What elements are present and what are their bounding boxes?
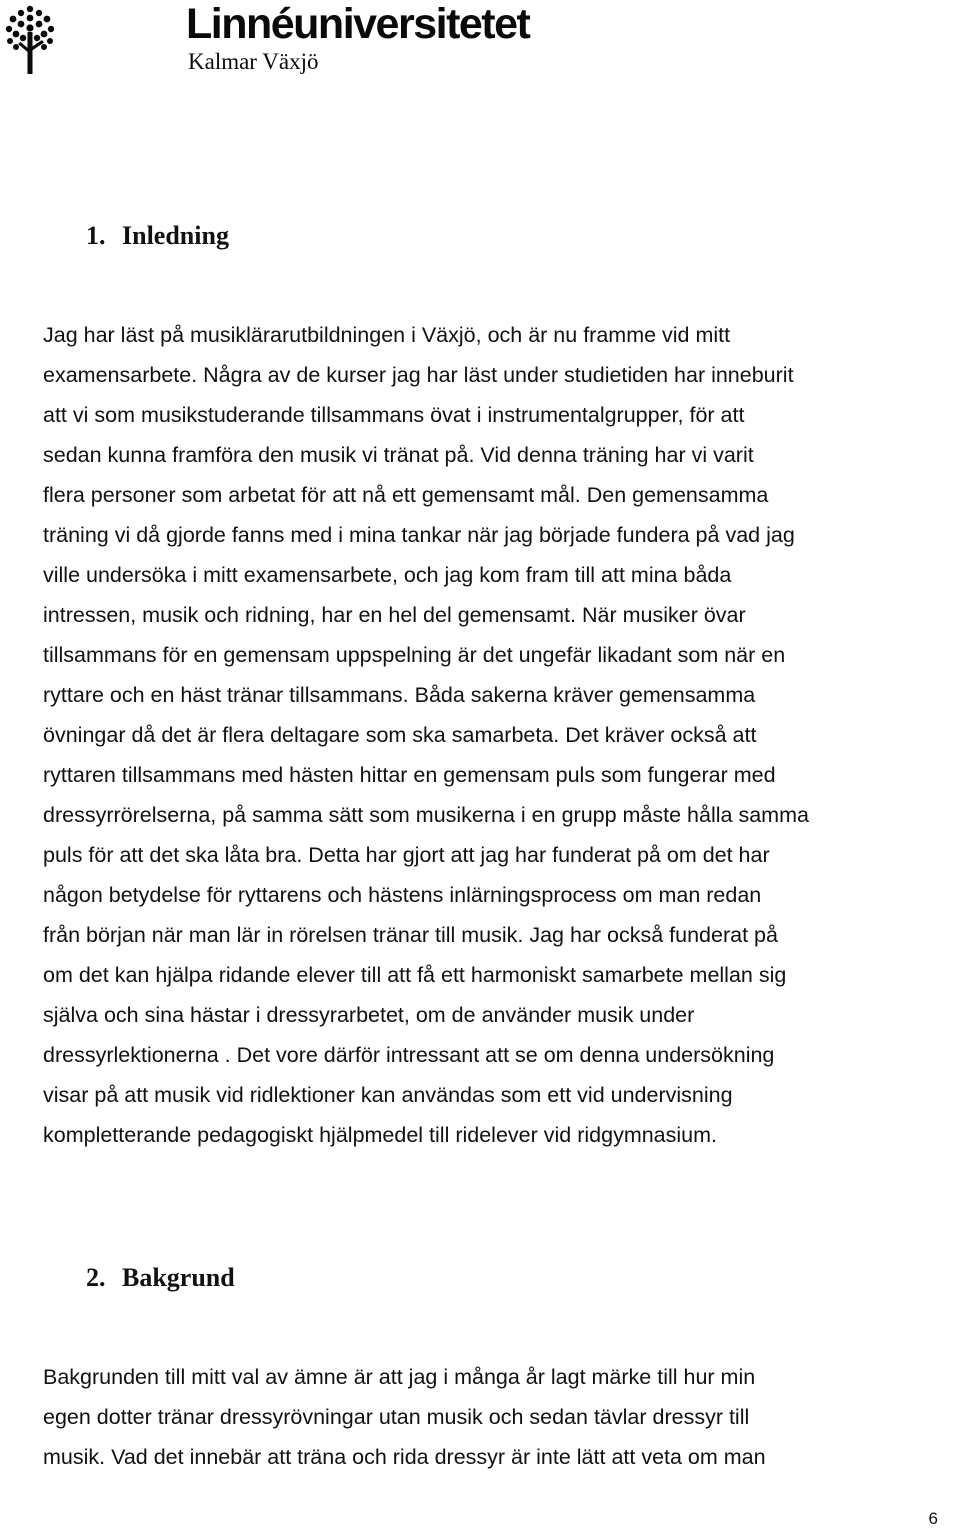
text-line: dressyrrörelserna, på samma sätt som musikerna i en grupp måste hålla samma [43,803,809,827]
text-line: ryttaren tillsammans med hästen hittar en gemensam puls som fungerar med [43,763,776,787]
section-number: 1. [86,221,106,250]
text-line: kompletterande pedagogiskt hjälpmedel till ridelever vid ridgymnasium. [43,1123,718,1147]
text-line: puls för att det ska låta bra. Detta har gjort att jag har funderat på om det har [43,843,770,867]
text-line: intressen, musik och ridning, har en hel del gemensamt. När musiker övar [43,603,746,627]
text-line: någon betydelse för ryttarens och hästens inlärningsprocess om man redan [43,883,762,907]
page-number: 6 [928,1509,938,1528]
section-heading-bakgrund [86,1263,235,1293]
text-line: musik. Vad det innebär att träna och rida dressyr är inte lätt att veta om man [43,1445,766,1469]
text-line: Bakgrunden till mitt val av ämne är att jag i många år lagt märke till hur min [43,1365,756,1389]
text-line: flera personer som arbetat för att nå ett gemensamt mål. Den gemensamma [43,483,769,507]
text-line: egen dotter tränar dressyrövningar utan musik och sedan tävlar dressyr till [43,1405,750,1429]
text-line: ville undersöka i mitt examensarbete, och jag kom fram till att mina båda [43,563,732,587]
text-line: träning vi då gjorde fanns med i mina tankar när jag började fundera på vad jag [43,523,795,547]
section-title: Inledning [122,221,229,250]
university-logo-icon [4,4,56,76]
text-line: själva och sina hästar i dressyrarbetet, om de använder musik under [43,1003,695,1027]
section-number: 2. [86,1263,106,1292]
section-body-inledning [43,315,955,1155]
text-line: dressyrlektionerna . Det vore därför intressant att se om denna undersökning [43,1043,775,1067]
text-line: Jag har läst på musiklärarutbildningen i Växjö, och är nu framme vid mitt [43,323,731,347]
section-heading-inledning [86,221,229,251]
university-cities: Kalmar Växjö [188,49,319,74]
text-line: att vi som musikstuderande tillsammans övat i instrumentalgrupper, för att [43,403,745,427]
section-title: Bakgrund [122,1263,235,1292]
text-line: ryttare och en häst tränar tillsammans. Båda sakerna kräver gemensamma [43,683,756,707]
university-name: Linnéuniversitetet [186,0,530,48]
text-line: om det kan hjälpa ridande elever till att få ett harmoniskt samarbete mellan sig [43,963,787,987]
text-line: från början när man lär in rörelsen tränar till musik. Jag har också funderat på [43,923,778,947]
text-line: sedan kunna framföra den musik vi tränat på. Vid denna träning har vi varit [43,443,754,467]
text-line: examensarbete. Några av de kurser jag har läst under studietiden har inneburit [43,363,794,387]
text-line: tillsammans för en gemensam uppspelning är det ungefär likadant som när en [43,643,786,667]
section-body-bakgrund [43,1357,955,1477]
text-line: visar på att musik vid ridlektioner kan användas som ett vid undervisning [43,1083,733,1107]
text-line: övningar då det är flera deltagare som ska samarbeta. Det kräver också att [43,723,757,747]
